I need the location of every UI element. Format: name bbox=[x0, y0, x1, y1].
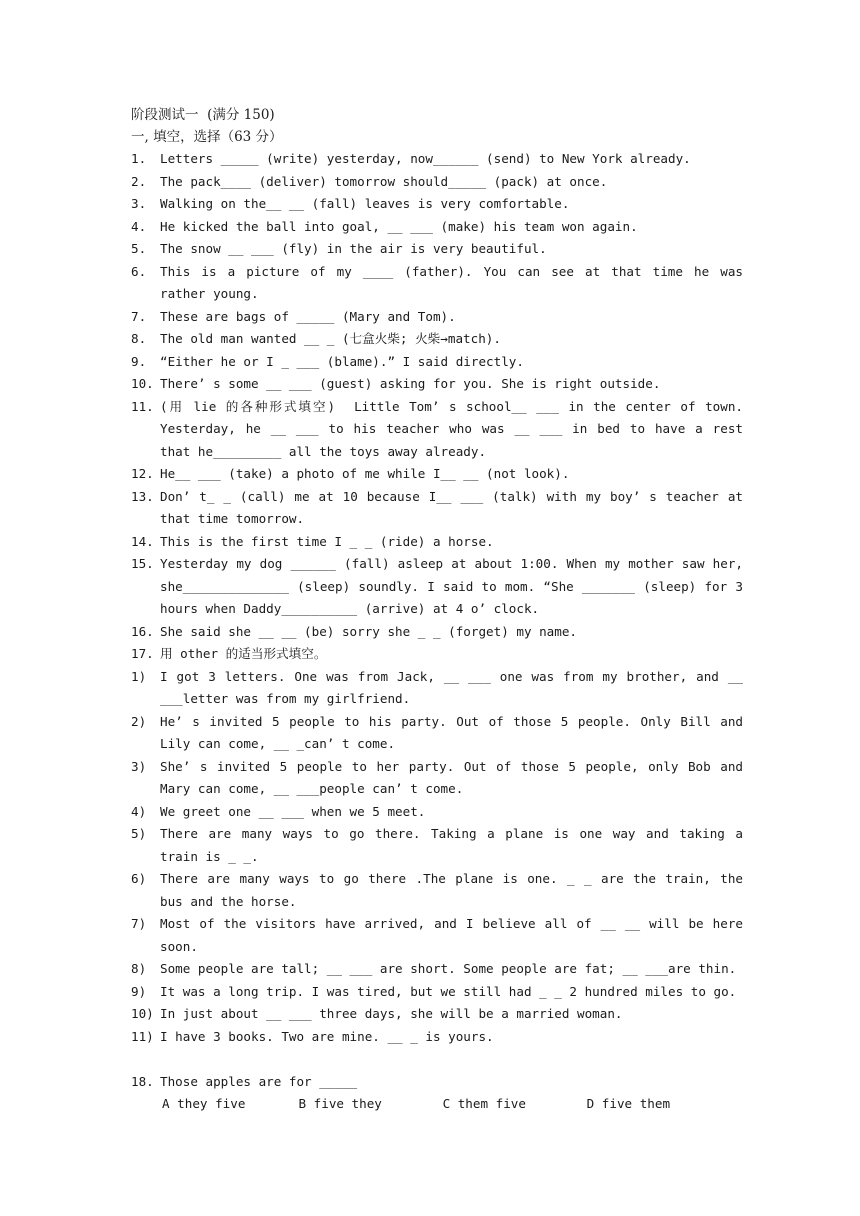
question-item bbox=[131, 1003, 743, 1026]
question-item bbox=[131, 531, 743, 554]
question-item bbox=[131, 306, 743, 329]
question-text: The snow __ ___ (fly) in the air is very beautiful. bbox=[160, 241, 547, 256]
question-text: She’ s invited 5 people to her party. Out of those 5 people, only Bob and Mary can come, __ ___people can’ t come. bbox=[160, 758, 751, 796]
question-number: 2. bbox=[131, 173, 147, 189]
question-text: She said she __ __ (be) sorry she _ _ (forget) my name. bbox=[160, 623, 578, 639]
question-item bbox=[131, 621, 743, 644]
question-text: He kicked the ball into goal, __ ___ (make) his team won again. bbox=[160, 218, 638, 234]
question-item bbox=[131, 711, 751, 756]
question-text: In just about __ ___ three days, she will be a married woman. bbox=[160, 1006, 623, 1021]
question-text: Some people are tall; __ ___ are short. Some people are fat; __ ___are thin. bbox=[160, 961, 737, 976]
question-number: 3. bbox=[131, 196, 147, 211]
question-text: “Either he or I _ ___ (blame).” I said directly. bbox=[160, 353, 524, 369]
question-item bbox=[131, 193, 743, 216]
question-number: 12. bbox=[131, 466, 154, 481]
question-text: It was a long trip. I was tired, but we still had _ _ 2 hundred miles to go. bbox=[160, 983, 737, 999]
question-number: 8. bbox=[131, 331, 147, 346]
question-number: 13. bbox=[131, 488, 154, 504]
question-number: 4. bbox=[131, 218, 147, 234]
question-item bbox=[131, 553, 751, 621]
question-number: 7. bbox=[131, 308, 147, 324]
question-text: He__ ___ (take) a photo of me while I__ __ (not look). bbox=[160, 466, 570, 481]
question-text: There are many ways to go there. Taking a plane is one way and taking a train is _ _. bbox=[160, 826, 751, 864]
question-number: 10) bbox=[131, 1006, 154, 1021]
question-item bbox=[131, 958, 743, 981]
question-number: 7) bbox=[131, 916, 147, 931]
question-text: This is the first time I _ _ (ride) a horse. bbox=[160, 533, 494, 549]
question-number: 16. bbox=[131, 623, 154, 639]
question-number: 9) bbox=[131, 983, 147, 999]
question-text: He’ s invited 5 people to his party. Out of those 5 people. Only Bill and Lily can come, __ _can’ t come. bbox=[160, 713, 751, 751]
spacer bbox=[131, 1048, 743, 1071]
question-item bbox=[131, 913, 751, 958]
question-number: 10. bbox=[131, 376, 154, 391]
question-text: Walking on the__ __ (fall) leaves is very comfortable. bbox=[160, 196, 570, 211]
question-number: 5) bbox=[131, 826, 147, 841]
question-number: 1. bbox=[131, 151, 147, 166]
question-item bbox=[131, 238, 743, 261]
question-text: There are many ways to go there .The plane is one. _ _ are the train, the bus and the horse. bbox=[160, 871, 751, 909]
question-item bbox=[131, 261, 751, 306]
question-number: 3) bbox=[131, 758, 147, 774]
question-text: The pack____ (deliver) tomorrow should_____ (pack) at once. bbox=[160, 173, 608, 189]
question-text: 用 other 的适当形式填空。 bbox=[160, 646, 327, 661]
question-number: 18. bbox=[131, 1073, 154, 1089]
question-number: 5. bbox=[131, 241, 147, 256]
option-a: A they five bbox=[162, 1096, 246, 1111]
question-number: 11) bbox=[131, 1028, 154, 1044]
question-number: 14. bbox=[131, 533, 154, 549]
question-item bbox=[131, 823, 751, 868]
question-list bbox=[131, 148, 751, 1048]
question-number: 11. bbox=[131, 398, 154, 414]
question-item bbox=[131, 396, 751, 464]
question-item bbox=[131, 351, 743, 374]
question-item bbox=[131, 1026, 743, 1049]
option-d: D five them bbox=[586, 1096, 671, 1111]
question-text: Most of the visitors have arrived, and I believe all of __ __ will be here soon. bbox=[160, 916, 751, 954]
question-number: 1) bbox=[131, 668, 147, 684]
option-b: B five they bbox=[298, 1096, 382, 1111]
question-text: Those apples are for _____ bbox=[160, 1073, 358, 1089]
question-text: The old man wanted __ _ (七盒火柴; 火柴→match). bbox=[160, 331, 501, 346]
question-text: Don’ t_ _ (call) me at 10 because I__ ___ (talk) with my boy’ s teacher at that time tomorrow. bbox=[160, 488, 751, 526]
question-item bbox=[131, 463, 743, 486]
question-number: 15. bbox=[131, 556, 154, 571]
question-text: I have 3 books. Two are mine. __ _ is yours. bbox=[160, 1028, 494, 1044]
question-number: 4) bbox=[131, 803, 147, 819]
question-item bbox=[131, 801, 743, 824]
question-item bbox=[131, 171, 743, 194]
question-item bbox=[131, 373, 743, 396]
section-heading: 一, 填空，选择（63 分） bbox=[131, 129, 283, 145]
question-text: There’ s some __ ___ (guest) asking for you. She is right outside. bbox=[160, 376, 661, 391]
question-item bbox=[131, 981, 743, 1004]
answer-options bbox=[131, 1093, 743, 1116]
question-number: 6) bbox=[131, 871, 147, 886]
test-heading: 阶段测试一 (满分 150) bbox=[131, 107, 275, 123]
question-item bbox=[131, 666, 751, 711]
question-text: This is a picture of my ____ (father). You can see at that time he was rather young. bbox=[160, 263, 751, 301]
question-number: 17. bbox=[131, 646, 154, 661]
question-item bbox=[131, 486, 751, 531]
question-number: 9. bbox=[131, 353, 147, 369]
question-text: We greet one __ ___ when we 5 meet. bbox=[160, 803, 426, 819]
question-number: 6. bbox=[131, 263, 147, 279]
question-18 bbox=[131, 1071, 743, 1094]
question-number: 8) bbox=[131, 961, 147, 976]
worksheet-page bbox=[131, 104, 751, 1116]
question-item bbox=[131, 643, 743, 666]
question-item bbox=[131, 328, 743, 351]
question-text: I got 3 letters. One was from Jack, __ ___ one was from my brother, and __ ___letter was from my girlfriend. bbox=[160, 668, 751, 706]
option-c: C them five bbox=[442, 1096, 526, 1111]
question-item bbox=[131, 868, 751, 913]
question-item bbox=[131, 756, 751, 801]
question-number: 2) bbox=[131, 713, 147, 729]
question-item bbox=[131, 148, 743, 171]
question-text: (用 lie 的各种形式填空) Little Tom’ s school__ ___ in the center of town. Yesterday, he __ ___ to his teacher who was __ ___ in bed to have a rest that he_________ all the toys away already. bbox=[160, 398, 751, 459]
question-text: Yesterday my dog ______ (fall) asleep at about 1:00. When my mother saw her, she______________ (sleep) soundly. I said to mom. “She _______ (sleep) for 3 hours when Daddy__________ (arrive) at 4 o’ clock. bbox=[160, 556, 751, 616]
question-item bbox=[131, 216, 743, 239]
question-text: Letters _____ (write) yesterday, now______ (send) to New York already. bbox=[160, 151, 691, 166]
question-text: These are bags of _____ (Mary and Tom). bbox=[160, 308, 456, 324]
